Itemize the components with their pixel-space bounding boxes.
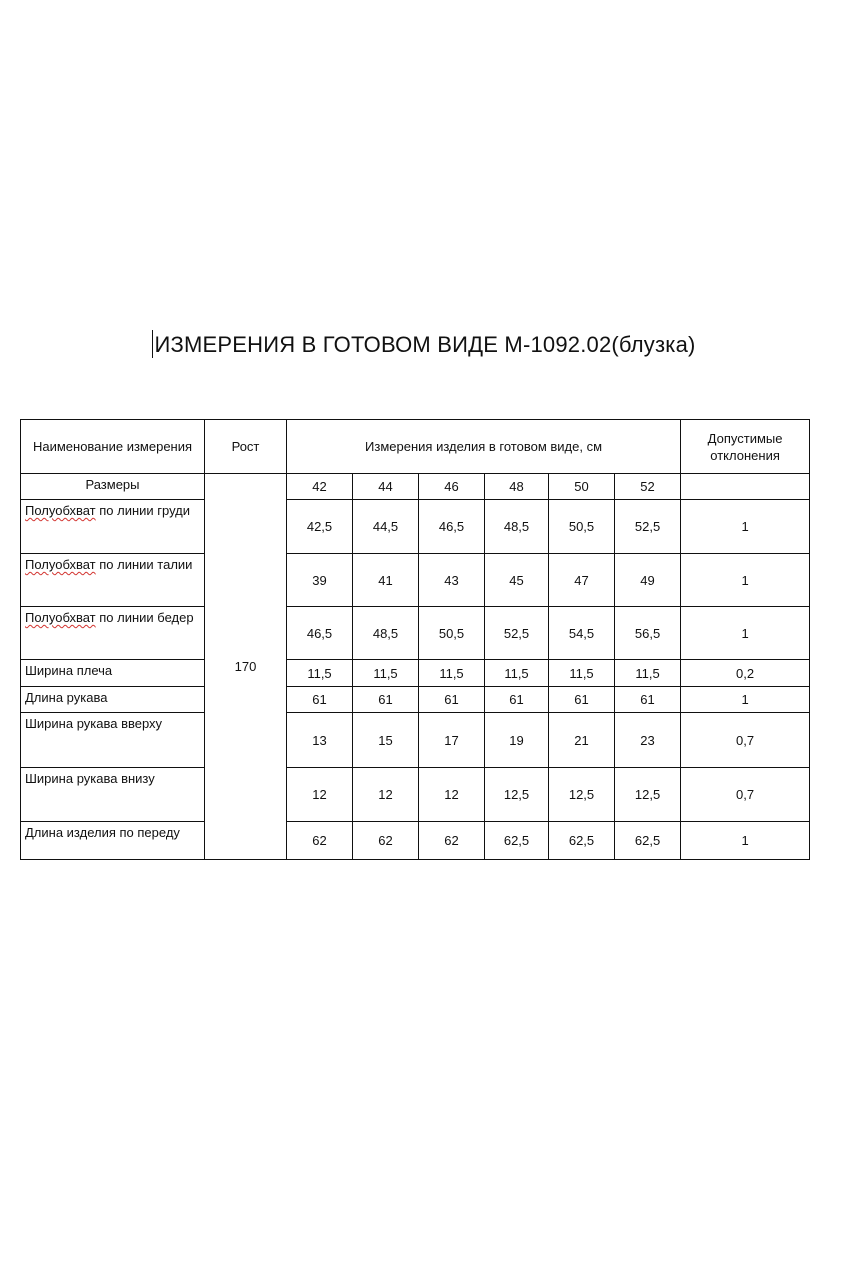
value-cell: 13 — [287, 713, 353, 768]
document-title — [0, 330, 848, 358]
value-cell: 45 — [485, 554, 549, 607]
value-cell: 62 — [419, 822, 485, 860]
table-row — [21, 687, 810, 713]
rost-value: 170 — [205, 474, 287, 860]
value-cell: 49 — [615, 554, 681, 607]
value-cell: 21 — [549, 713, 615, 768]
measurement-name-text: Ширина рукава вверху — [25, 716, 163, 731]
value-cell: 56,5 — [615, 607, 681, 660]
value-cell: 11,5 — [485, 660, 549, 687]
value-cell: 12,5 — [549, 768, 615, 822]
value-cell: 11,5 — [419, 660, 485, 687]
measurement-name — [21, 500, 205, 554]
value-cell: 61 — [353, 687, 419, 713]
measurement-name — [21, 607, 205, 660]
value-cell: 52,5 — [615, 500, 681, 554]
size-cell: 46 — [419, 474, 485, 500]
value-cell: 50,5 — [419, 607, 485, 660]
measurements-table — [20, 419, 810, 860]
value-cell: 46,5 — [419, 500, 485, 554]
value-cell: 42,5 — [287, 500, 353, 554]
value-cell: 43 — [419, 554, 485, 607]
tolerance-cell: 1 — [681, 554, 810, 607]
sizes-label: Размеры — [21, 474, 205, 500]
tolerance-cell: 1 — [681, 687, 810, 713]
tolerance-cell: 1 — [681, 822, 810, 860]
measurement-name — [21, 822, 205, 860]
table-row — [21, 713, 810, 768]
table-row — [21, 822, 810, 860]
tolerance-empty-cell — [681, 474, 810, 500]
tolerance-cell: 1 — [681, 607, 810, 660]
value-cell: 61 — [287, 687, 353, 713]
value-cell: 62,5 — [485, 822, 549, 860]
value-cell: 47 — [549, 554, 615, 607]
value-cell: 48,5 — [485, 500, 549, 554]
value-cell: 61 — [549, 687, 615, 713]
value-cell: 11,5 — [615, 660, 681, 687]
value-cell: 54,5 — [549, 607, 615, 660]
size-cell: 48 — [485, 474, 549, 500]
size-cell: 44 — [353, 474, 419, 500]
value-cell: 62 — [353, 822, 419, 860]
value-cell: 61 — [485, 687, 549, 713]
header-rost: Рост — [205, 420, 287, 474]
value-cell: 11,5 — [549, 660, 615, 687]
value-cell: 41 — [353, 554, 419, 607]
value-cell: 52,5 — [485, 607, 549, 660]
measurement-name-text: Ширина рукава внизу — [25, 771, 155, 786]
value-cell: 11,5 — [353, 660, 419, 687]
tolerance-cell: 0,7 — [681, 768, 810, 822]
value-cell: 11,5 — [287, 660, 353, 687]
size-cell: 42 — [287, 474, 353, 500]
value-cell: 61 — [615, 687, 681, 713]
value-cell: 19 — [485, 713, 549, 768]
value-cell: 62,5 — [549, 822, 615, 860]
value-cell: 46,5 — [287, 607, 353, 660]
value-cell: 62,5 — [615, 822, 681, 860]
value-cell: 12 — [419, 768, 485, 822]
measurement-name — [21, 768, 205, 822]
value-cell: 15 — [353, 713, 419, 768]
measurement-name-text: по линии бедер — [95, 610, 194, 625]
measurement-name-text: Длина изделия по переду — [25, 825, 180, 840]
measurement-name-text: по линии талии — [95, 557, 193, 572]
table-row — [21, 768, 810, 822]
value-cell: 23 — [615, 713, 681, 768]
tolerance-cell: 0,7 — [681, 713, 810, 768]
value-cell: 12 — [353, 768, 419, 822]
table-row — [21, 554, 810, 607]
value-cell: 12,5 — [615, 768, 681, 822]
measurement-name — [21, 660, 205, 687]
header-measurements: Измерения изделия в готовом виде, см — [287, 420, 681, 474]
table-row — [21, 660, 810, 687]
table-row — [21, 607, 810, 660]
value-cell: 48,5 — [353, 607, 419, 660]
value-cell: 39 — [287, 554, 353, 607]
value-cell: 62 — [287, 822, 353, 860]
header-row — [21, 420, 810, 474]
table-row — [21, 500, 810, 554]
measurement-name-text: Ширина плеча — [25, 663, 113, 678]
spellcheck-word: Полуобхват — [25, 610, 96, 625]
value-cell: 50,5 — [549, 500, 615, 554]
measurement-name — [21, 554, 205, 607]
value-cell: 17 — [419, 713, 485, 768]
value-cell: 44,5 — [353, 500, 419, 554]
measurement-name-text: Длина рукава — [25, 690, 108, 705]
measurement-name-text: по линии груди — [95, 503, 191, 518]
size-cell: 50 — [549, 474, 615, 500]
size-cell: 52 — [615, 474, 681, 500]
value-cell: 61 — [419, 687, 485, 713]
value-cell: 12 — [287, 768, 353, 822]
spellcheck-word: Полуобхват — [25, 503, 96, 518]
spellcheck-word: Полуобхват — [25, 557, 96, 572]
value-cell: 12,5 — [485, 768, 549, 822]
measurement-name — [21, 713, 205, 768]
measurement-name — [21, 687, 205, 713]
tolerance-cell: 1 — [681, 500, 810, 554]
document-title-text: ИЗМЕРЕНИЯ В ГОТОВОМ ВИДЕ М-1092.02(блузка) — [154, 332, 696, 357]
sizes-row — [21, 474, 810, 500]
header-tolerance: Допустимые отклонения — [681, 420, 810, 474]
tolerance-cell: 0,2 — [681, 660, 810, 687]
header-name: Наименование измерения — [21, 420, 205, 474]
